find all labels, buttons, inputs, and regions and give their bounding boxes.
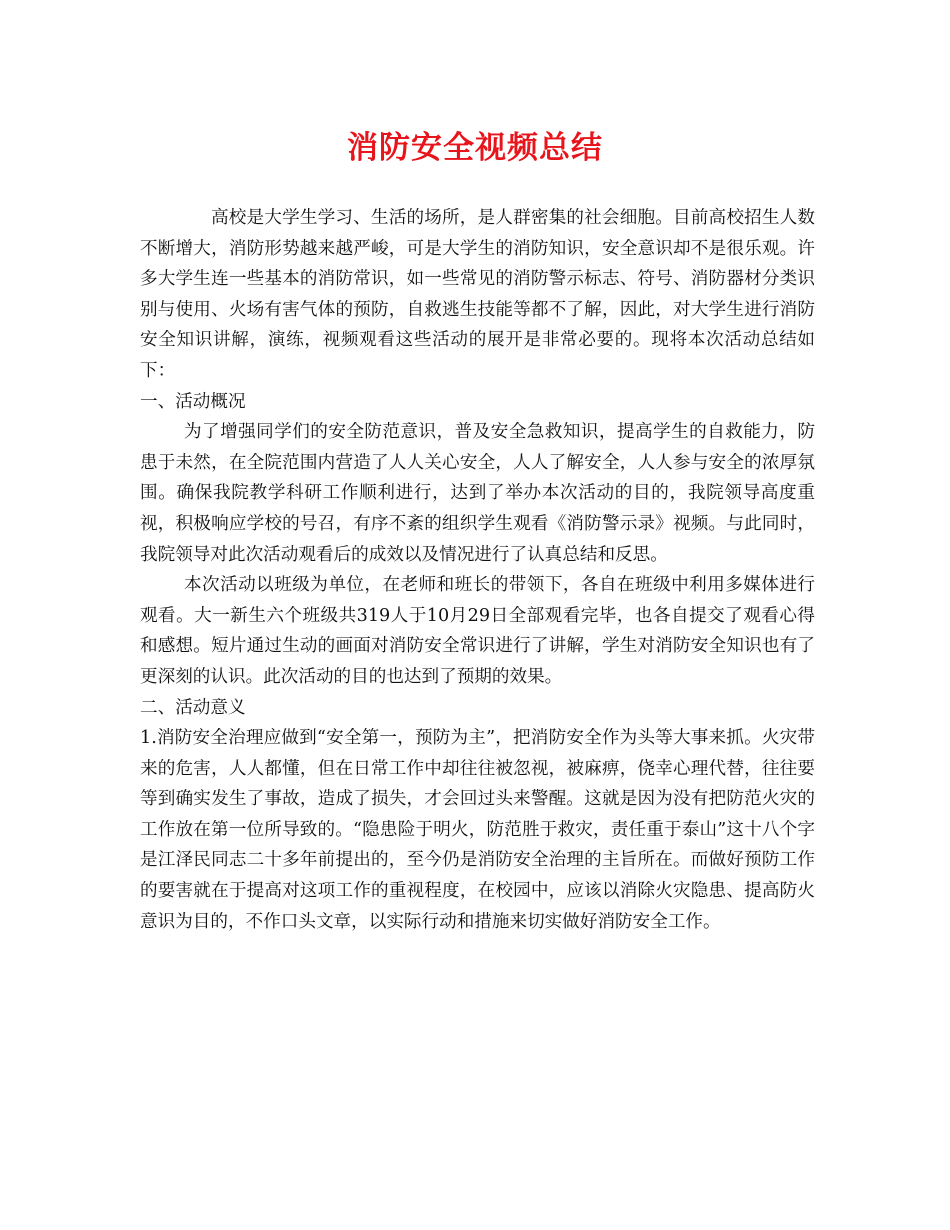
- intro-paragraph: 高校是大学生学习、生活的场所，是人群密集的社会细胞。目前高校招生人数不断增大，消防形势越来越严峻，可是大学生的消防知识，安全意识却不是很乐观。许多大学生连一些基本的消防常识，如一些常见的消防警示标志、符号、消防器材分类识别与使用、火场有害气体的预防，自救逃生技能等都不了解，因此，对大学生进行消防安全知识讲解，演练，视频观看这些活动的展开是非常必要的。现将本次活动总结如下：: [140, 208, 815, 381]
- document-body: [140, 203, 815, 937]
- overview-paragraph-2: 本次活动以班级为单位，在老师和班长的带领下，各自在班级中利用多媒体进行观看。大一新生六个班级共319人于10月29日全部观看完毕，也各自提交了观看心得和感想。短片通过生动的画面对消防安全常识进行了讲解，学生对消防安全知识也有了更深刻的认识。此次活动的目的也达到了预期的效果。: [140, 575, 815, 687]
- significance-paragraph-1: 1.消防安全治理应做到“安全第一，预防为主”，把消防安全作为头等大事来抓。火灾带来的危害，人人都懂，但在日常工作中却往往被忽视，被麻痹，侥幸心理代替，往往要等到确实发生了事故，造成了损失，才会回过头来警醒。这就是因为没有把防范火灾的工作放在第一位所导致的。“隐患险于明火，防范胜于救灾，责任重于泰山”这十八个字是江泽民同志二十多年前提出的，至今仍是消防安全治理的主旨所在。而做好预防工作的要害就在于提高对这项工作的重视程度，在校园中，应该以消除火灾隐患、提高防火意识为目的，不作口头文章，以实际行动和措施来切实做好消防安全工作。: [140, 728, 815, 932]
- overview-paragraph-1: 为了增强同学们的安全防范意识，普及安全急救知识，提高学生的自救能力，防患于未然，在全院范围内营造了人人关心安全，人人了解安全，人人参与安全的浓厚氛围。确保我院教学科研工作顺利进行，达到了举办本次活动的目的，我院领导高度重视，积极响应学校的号召，有序不紊的组织学生观看《消防警示录》视频。与此同时，我院领导对此次活动观看后的成效以及情况进行了认真总结和反思。: [140, 422, 815, 565]
- document-title: 消防安全视频总结: [347, 130, 603, 166]
- section-heading-significance: 二、活动意义: [140, 697, 246, 718]
- section-heading-overview: 一、活动概况: [140, 391, 246, 412]
